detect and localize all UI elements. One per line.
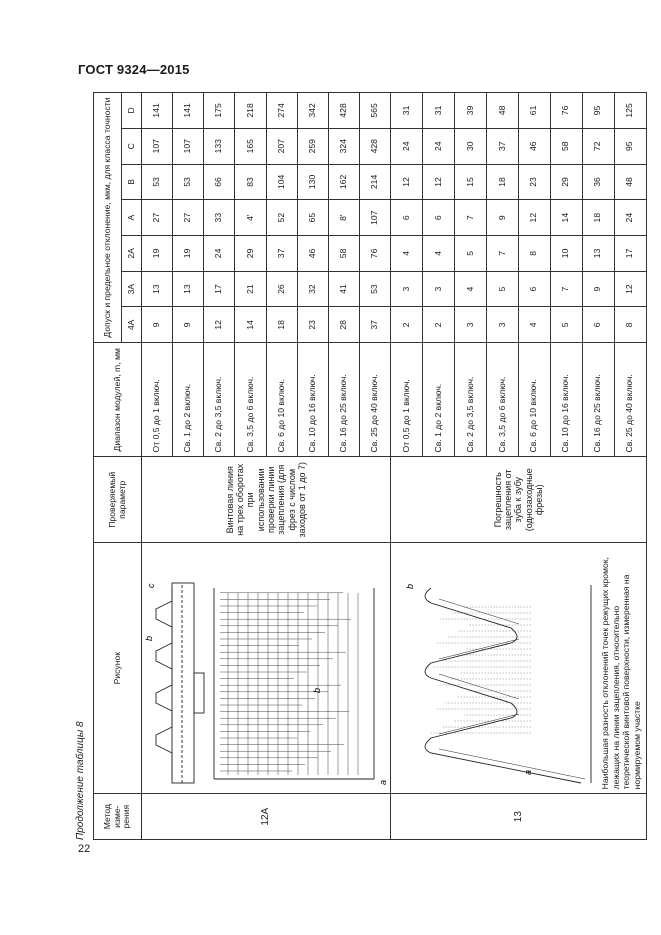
value-cell: 53 <box>359 271 390 307</box>
value-cell: 12 <box>614 271 646 307</box>
document-header: ГОСТ 9324—2015 <box>78 62 190 77</box>
range-cell: От 0,5 до 1 включ. <box>142 343 173 457</box>
value-cell: 7 <box>486 236 518 272</box>
value-cell: 66 <box>204 164 235 200</box>
value-cell: 95 <box>614 128 646 164</box>
value-cell: 21 <box>235 271 266 307</box>
range-cell: Св. 6 до 10 включ. <box>518 343 550 457</box>
range-cell: Св. 16 до 25 включ. <box>582 343 614 457</box>
value-cell: 10 <box>550 236 582 272</box>
header-class-5: C <box>122 128 142 164</box>
method-cell: 13 <box>391 794 647 840</box>
value-cell: 14 <box>550 200 582 236</box>
value-cell: 3 <box>422 271 454 307</box>
range-cell: Св. 25 до 40 включ. <box>614 343 646 457</box>
value-cell: 565 <box>359 93 390 129</box>
value-cell: 27 <box>173 200 204 236</box>
value-cell: 19 <box>173 236 204 272</box>
value-cell: 6 <box>391 200 423 236</box>
value-cell: 428 <box>328 93 359 129</box>
value-cell: 4 <box>391 236 423 272</box>
value-cell: 58 <box>550 128 582 164</box>
value-cell: 4 <box>454 271 486 307</box>
value-cell: 9 <box>582 271 614 307</box>
value-cell: 36 <box>582 164 614 200</box>
value-cell: 29 <box>235 236 266 272</box>
value-cell: 7 <box>454 200 486 236</box>
value-cell: 29 <box>550 164 582 200</box>
value-cell: 27 <box>142 200 173 236</box>
value-cell: 125 <box>614 93 646 129</box>
value-cell: 9 <box>486 200 518 236</box>
value-cell: 37 <box>266 236 297 272</box>
range-cell: Св. 2 до 3,5 включ. <box>204 343 235 457</box>
table-row <box>142 93 173 840</box>
picture-cell <box>391 543 647 794</box>
value-cell: 107 <box>173 128 204 164</box>
value-cell: 83 <box>235 164 266 200</box>
value-cell: 428 <box>359 128 390 164</box>
value-cell: 3 <box>454 307 486 343</box>
value-cell: 8' <box>328 200 359 236</box>
value-cell: 324 <box>328 128 359 164</box>
value-cell: 259 <box>297 128 328 164</box>
value-cell: 6 <box>582 307 614 343</box>
header-picture: Рисунок <box>94 543 142 794</box>
header-range: Диапазон модулей, m, мм <box>94 343 142 457</box>
page-number: 22 <box>78 843 91 855</box>
value-cell: 31 <box>391 93 423 129</box>
value-cell: 17 <box>614 236 646 272</box>
header-class-2: 2A <box>122 236 142 272</box>
value-cell: 175 <box>204 93 235 129</box>
label-b2: b <box>312 688 322 694</box>
value-cell: 24 <box>614 200 646 236</box>
header-class-1: 3A <box>122 271 142 307</box>
value-cell: 342 <box>297 93 328 129</box>
label-a: a <box>523 770 533 776</box>
value-cell: 4' <box>235 200 266 236</box>
header-class-0: 4A <box>122 307 142 343</box>
value-cell: 141 <box>142 93 173 129</box>
rotated-table-region <box>75 92 643 840</box>
value-cell: 3 <box>391 271 423 307</box>
header-parameter: Проверяемый параметр <box>94 457 142 543</box>
header-class-6: D <box>122 93 142 129</box>
value-cell: 5 <box>550 307 582 343</box>
value-cell: 23 <box>518 164 550 200</box>
value-cell: 6 <box>422 200 454 236</box>
range-cell: Св. 1 до 2 включ. <box>422 343 454 457</box>
parameter-cell: Погрешность зацепления от зуба к зубу (однозаходные фрезы) <box>391 457 647 543</box>
range-cell: Св. 10 до 16 включ. <box>297 343 328 457</box>
value-cell: 2 <box>422 307 454 343</box>
value-cell: 207 <box>266 128 297 164</box>
value-cell: 18 <box>266 307 297 343</box>
value-cell: 107 <box>359 200 390 236</box>
value-cell: 61 <box>518 93 550 129</box>
range-cell: Св. 25 до 40 включ. <box>359 343 390 457</box>
value-cell: 37 <box>359 307 390 343</box>
value-cell: 13 <box>582 236 614 272</box>
value-cell: 48 <box>614 164 646 200</box>
range-cell: Св. 3,5 до 6 включ. <box>486 343 518 457</box>
value-cell: 274 <box>266 93 297 129</box>
value-cell: 5 <box>454 236 486 272</box>
value-cell: 8 <box>614 307 646 343</box>
range-cell: Св. 3,5 до 6 включ. <box>235 343 266 457</box>
value-cell: 130 <box>297 164 328 200</box>
value-cell: 4 <box>422 236 454 272</box>
label-c: c <box>146 583 156 589</box>
value-cell: 133 <box>204 128 235 164</box>
value-cell: 37 <box>486 128 518 164</box>
value-cell: 162 <box>328 164 359 200</box>
value-cell: 30 <box>454 128 486 164</box>
header-method: Метод изме-рения <box>94 794 142 840</box>
value-cell: 41 <box>328 271 359 307</box>
value-cell: 165 <box>235 128 266 164</box>
header-class-3: A <box>122 200 142 236</box>
value-cell: 13 <box>142 271 173 307</box>
value-cell: 52 <box>266 200 297 236</box>
value-cell: 18 <box>582 200 614 236</box>
value-cell: 5 <box>486 271 518 307</box>
header-class-4: B <box>122 164 142 200</box>
value-cell: 3 <box>486 307 518 343</box>
value-cell: 17 <box>204 271 235 307</box>
method-cell: 12А <box>142 794 391 840</box>
value-cell: 72 <box>582 128 614 164</box>
value-cell: 18 <box>486 164 518 200</box>
value-cell: 65 <box>297 200 328 236</box>
value-cell: 76 <box>359 236 390 272</box>
value-cell: 24 <box>391 128 423 164</box>
header-tolerance: Допуск и предельное отклонение, мкм, для класса точности <box>94 93 122 343</box>
value-cell: 4 <box>518 307 550 343</box>
value-cell: 104 <box>266 164 297 200</box>
range-cell: Св. 1 до 2 включ. <box>173 343 204 457</box>
picture-cell <box>142 543 391 794</box>
value-cell: 95 <box>582 93 614 129</box>
value-cell: 218 <box>235 93 266 129</box>
value-cell: 2 <box>391 307 423 343</box>
value-cell: 7 <box>550 271 582 307</box>
mesh-error-diagram <box>391 575 597 793</box>
hob-helix-diagram <box>142 575 390 793</box>
table-caption: Продолжение таблицы 8 <box>75 721 86 840</box>
value-cell: 14 <box>235 307 266 343</box>
value-cell: 12 <box>391 164 423 200</box>
value-cell: 24 <box>422 128 454 164</box>
range-cell: Св. 2 до 3,5 включ. <box>454 343 486 457</box>
value-cell: 53 <box>173 164 204 200</box>
value-cell: 15 <box>454 164 486 200</box>
value-cell: 19 <box>142 236 173 272</box>
picture-note: Наибольшая разность отклонений точек режущих кромок, лежащих на линии зацепления, относительно теоретической винтовой поверхности, измеренная на нормируемом участке <box>600 557 643 790</box>
tolerance-table <box>93 92 647 840</box>
value-cell: 214 <box>359 164 390 200</box>
value-cell: 76 <box>550 93 582 129</box>
value-cell: 46 <box>297 236 328 272</box>
label-b: b <box>405 584 415 590</box>
value-cell: 48 <box>486 93 518 129</box>
value-cell: 23 <box>297 307 328 343</box>
label-a: a <box>378 780 388 786</box>
value-cell: 32 <box>297 271 328 307</box>
value-cell: 33 <box>204 200 235 236</box>
value-cell: 28 <box>328 307 359 343</box>
range-cell: Св. 6 до 10 включ. <box>266 343 297 457</box>
parameter-cell: Винтовая линия на трех оборотах при использовании проверки линии зацепления (для фрез с числом заходов от 1 до 7) <box>142 457 391 543</box>
table-row <box>391 93 423 840</box>
value-cell: 8 <box>518 236 550 272</box>
value-cell: 24 <box>204 236 235 272</box>
value-cell: 107 <box>142 128 173 164</box>
label-b1: b <box>144 636 154 642</box>
value-cell: 58 <box>328 236 359 272</box>
value-cell: 13 <box>173 271 204 307</box>
value-cell: 31 <box>422 93 454 129</box>
value-cell: 6 <box>518 271 550 307</box>
value-cell: 141 <box>173 93 204 129</box>
value-cell: 53 <box>142 164 173 200</box>
value-cell: 39 <box>454 93 486 129</box>
value-cell: 9 <box>173 307 204 343</box>
range-cell: От 0,5 до 1 включ. <box>391 343 423 457</box>
range-cell: Св. 10 до 16 включ. <box>550 343 582 457</box>
value-cell: 46 <box>518 128 550 164</box>
value-cell: 26 <box>266 271 297 307</box>
value-cell: 12 <box>204 307 235 343</box>
range-cell: Св. 16 до 25 включ. <box>328 343 359 457</box>
value-cell: 9 <box>142 307 173 343</box>
value-cell: 12 <box>422 164 454 200</box>
value-cell: 12 <box>518 200 550 236</box>
